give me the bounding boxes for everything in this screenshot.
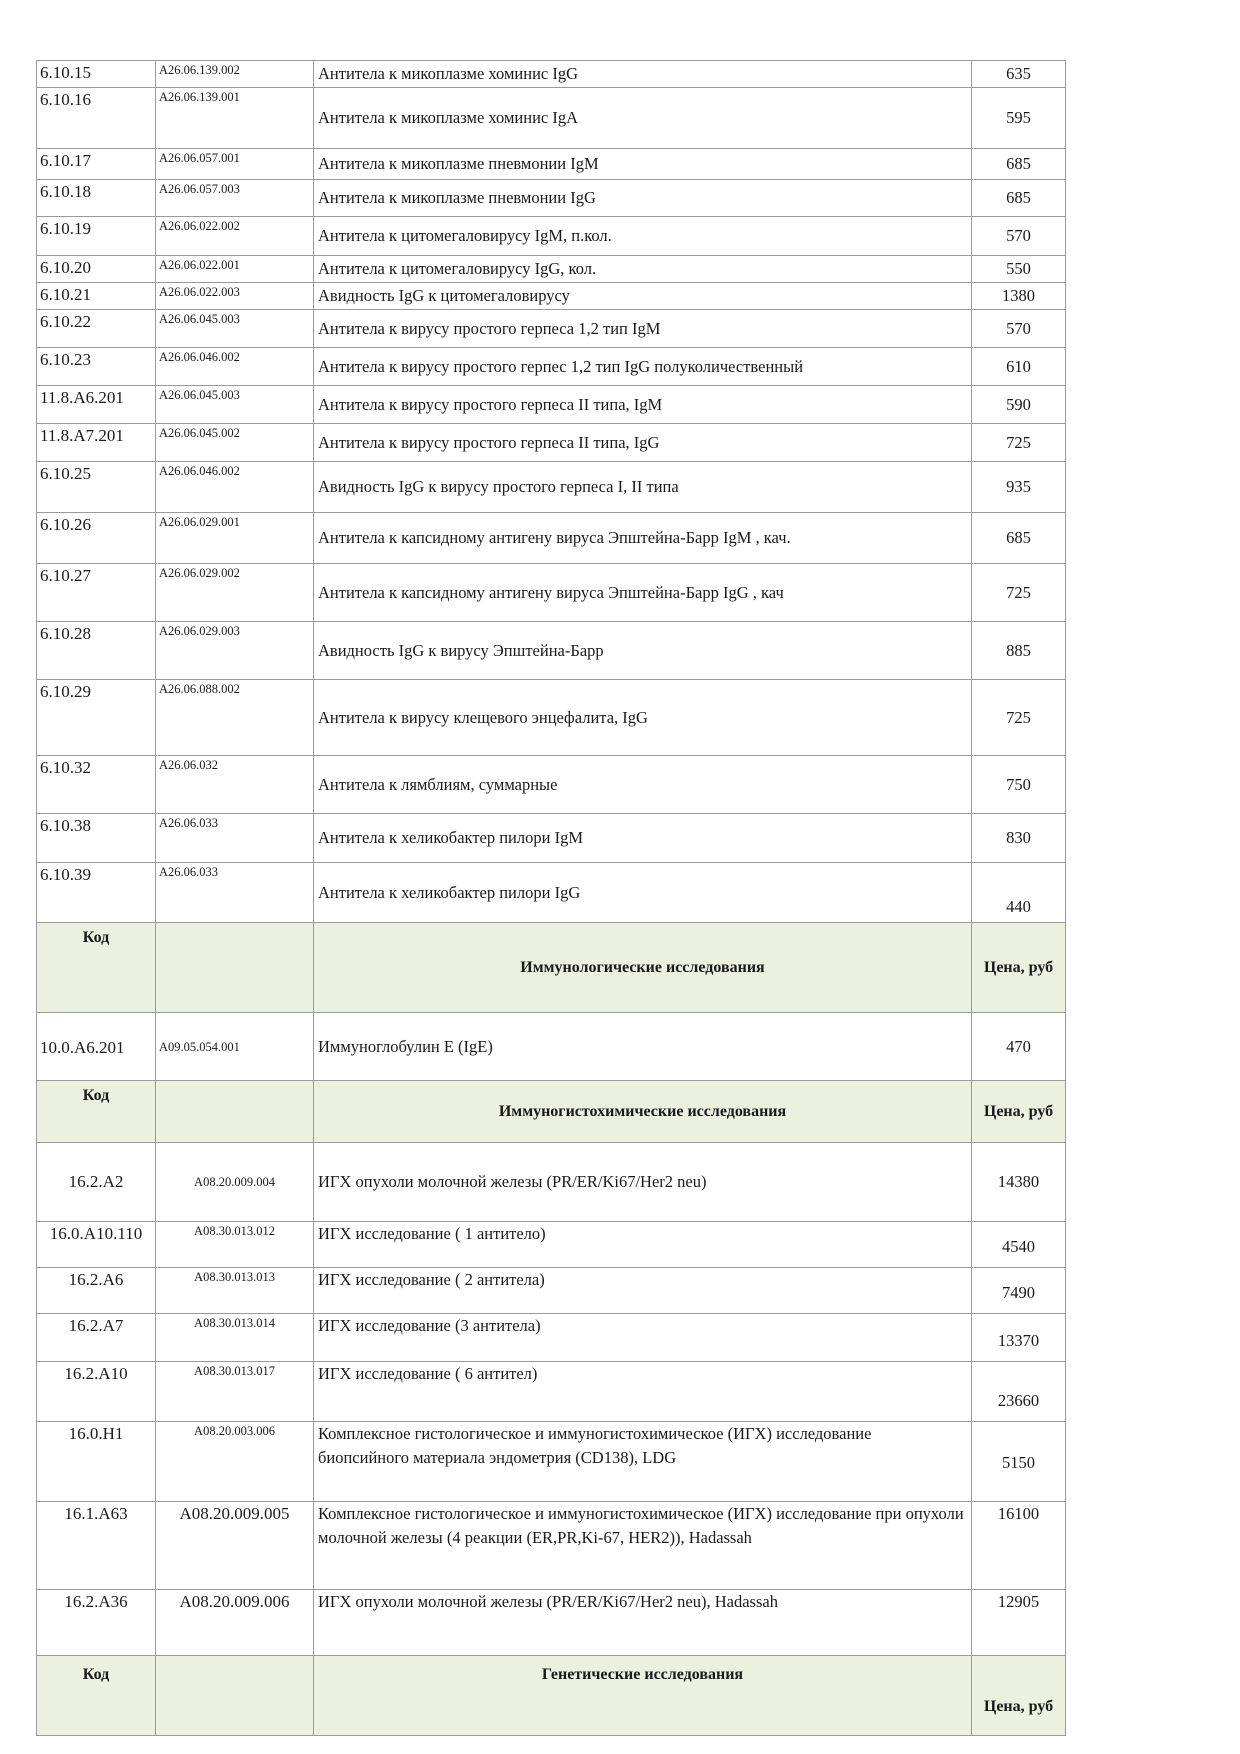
service-name: Антитела к капсидному антигену вируса Эпштейна-Барр IgG , кач [314, 564, 972, 622]
service-code: 16.0.H1 [37, 1422, 156, 1502]
table-row [37, 1013, 1066, 1081]
service-code: 6.10.19 [37, 217, 156, 256]
service-price: 7490 [972, 1268, 1066, 1314]
column-price-label: Цена, руб [972, 923, 1066, 1013]
nomenclature-code: A26.06.029.001 [156, 513, 314, 564]
column-price-label: Цена, руб [972, 1656, 1066, 1736]
table-row [37, 622, 1066, 680]
service-code: 6.10.21 [37, 283, 156, 310]
nomenclature-code: A08.30.013.013 [156, 1268, 314, 1314]
service-price: 935 [972, 462, 1066, 513]
table-row [37, 680, 1066, 756]
nomenclature-code: A26.06.045.003 [156, 310, 314, 348]
table-row [37, 863, 1066, 923]
service-code: 6.10.18 [37, 180, 156, 217]
nomenclature-code: A26.06.057.001 [156, 149, 314, 180]
service-code: 6.10.32 [37, 756, 156, 814]
nomenclature-code: A26.06.139.001 [156, 88, 314, 149]
service-price: 440 [972, 863, 1066, 923]
nomenclature-code: A26.06.029.002 [156, 564, 314, 622]
nomenclature-code: A09.05.054.001 [156, 1013, 314, 1081]
table-row [37, 513, 1066, 564]
header-blank-cell [156, 1081, 314, 1143]
nomenclature-code: A26.06.033 [156, 814, 314, 863]
service-name: Комплексное гистологическое и иммуногистохимическое (ИГХ) исследование биопсийного материала эндометрия (CD138), LDG [314, 1422, 972, 1502]
table-row [37, 814, 1066, 863]
service-name: Антитела к лямблиям, суммарные [314, 756, 972, 814]
nomenclature-code: A26.06.022.001 [156, 256, 314, 283]
table-row [37, 88, 1066, 149]
service-code: 6.10.23 [37, 348, 156, 386]
nomenclature-code: A26.06.045.002 [156, 424, 314, 462]
service-price: 14380 [972, 1143, 1066, 1222]
service-code: 11.8.A6.201 [37, 386, 156, 424]
service-price: 725 [972, 564, 1066, 622]
column-code-label: Код [37, 923, 156, 1013]
table-row [37, 462, 1066, 513]
service-price: 550 [972, 256, 1066, 283]
service-name: Авидность IgG к вирусу простого герпеса I, II типа [314, 462, 972, 513]
service-code: 16.2.A6 [37, 1268, 156, 1314]
nomenclature-code: A08.20.009.006 [156, 1590, 314, 1656]
nomenclature-code: A08.30.013.012 [156, 1222, 314, 1268]
table-row [37, 180, 1066, 217]
service-code: 6.10.28 [37, 622, 156, 680]
nomenclature-code: A26.06.033 [156, 863, 314, 923]
nomenclature-code: A26.06.045.003 [156, 386, 314, 424]
service-code: 6.10.15 [37, 61, 156, 88]
nomenclature-code: A26.06.057.003 [156, 180, 314, 217]
service-price: 23660 [972, 1362, 1066, 1422]
service-code: 6.10.20 [37, 256, 156, 283]
service-name: Антитела к вирусу простого герпеса 1,2 тип IgM [314, 310, 972, 348]
table-row [37, 348, 1066, 386]
service-name: Авидность IgG к цитомегаловирусу [314, 283, 972, 310]
nomenclature-code: A26.06.022.002 [156, 217, 314, 256]
service-code: 6.10.22 [37, 310, 156, 348]
table-row [37, 756, 1066, 814]
table-row [37, 1502, 1066, 1590]
service-name: Антитела к вирусу простого герпеса II типа, IgM [314, 386, 972, 424]
service-name: ИГХ исследование ( 6 антител) [314, 1362, 972, 1422]
section-header-immunology [37, 923, 1066, 1013]
table-row [37, 424, 1066, 462]
table-row [37, 283, 1066, 310]
service-price: 725 [972, 680, 1066, 756]
table-row [37, 1362, 1066, 1422]
section-header-immunohistochemistry [37, 1081, 1066, 1143]
service-price: 750 [972, 756, 1066, 814]
nomenclature-code: A08.20.003.006 [156, 1422, 314, 1502]
service-code: 16.0.A10.110 [37, 1222, 156, 1268]
service-code: 6.10.38 [37, 814, 156, 863]
service-price: 610 [972, 348, 1066, 386]
nomenclature-code: A26.06.022.003 [156, 283, 314, 310]
section-title: Иммунологические исследования [314, 923, 972, 1013]
service-price: 595 [972, 88, 1066, 149]
service-name: Комплексное гистологическое и иммуногистохимическое (ИГХ) исследование при опухоли молочной железы (4 реакции (ER,PR,Ki-67, HER2)), Hadassah [314, 1502, 972, 1590]
service-code: 16.2.A36 [37, 1590, 156, 1656]
nomenclature-code: A26.06.088.002 [156, 680, 314, 756]
nomenclature-code: A26.06.139.002 [156, 61, 314, 88]
service-name: Антитела к микоплазме хоминис IgA [314, 88, 972, 149]
table-row [37, 217, 1066, 256]
service-name: Антитела к цитомегаловирусу IgG, кол. [314, 256, 972, 283]
table-row [37, 310, 1066, 348]
service-name: ИГХ исследование ( 2 антитела) [314, 1268, 972, 1314]
service-name: Антитела к вирусу простого герпес 1,2 тип IgG полуколичественный [314, 348, 972, 386]
section-header-genetic [37, 1656, 1066, 1736]
nomenclature-code: A26.06.046.002 [156, 462, 314, 513]
service-price: 570 [972, 310, 1066, 348]
service-code: 16.2.A7 [37, 1314, 156, 1362]
service-name: Антитела к микоплазме пневмонии IgM [314, 149, 972, 180]
service-name: ИГХ опухоли молочной железы (PR/ER/Ki67/Her2 neu) [314, 1143, 972, 1222]
nomenclature-code: A08.30.013.017 [156, 1362, 314, 1422]
service-code: 11.8.A7.201 [37, 424, 156, 462]
service-code: 16.1.A63 [37, 1502, 156, 1590]
table-row [37, 1314, 1066, 1362]
service-code: 6.10.27 [37, 564, 156, 622]
service-name: Антитела к вирусу простого герпеса II типа, IgG [314, 424, 972, 462]
service-code: 16.2.A10 [37, 1362, 156, 1422]
table-row [37, 1143, 1066, 1222]
service-price: 685 [972, 513, 1066, 564]
service-price: 13370 [972, 1314, 1066, 1362]
table-row [37, 386, 1066, 424]
service-price: 16100 [972, 1502, 1066, 1590]
service-code: 6.10.29 [37, 680, 156, 756]
section-title: Иммуногистохимические исследования [314, 1081, 972, 1143]
price-table [36, 60, 1066, 1736]
service-price: 590 [972, 386, 1066, 424]
service-code: 10.0.A6.201 [37, 1013, 156, 1081]
service-code: 6.10.39 [37, 863, 156, 923]
service-name: Антитела к хеликобактер пилори IgM [314, 814, 972, 863]
nomenclature-code: A26.06.029.003 [156, 622, 314, 680]
service-price: 885 [972, 622, 1066, 680]
service-price: 12905 [972, 1590, 1066, 1656]
service-code: 6.10.26 [37, 513, 156, 564]
table-row [37, 256, 1066, 283]
service-name: ИГХ опухоли молочной железы (PR/ER/Ki67/Her2 neu), Hadassah [314, 1590, 972, 1656]
service-price: 725 [972, 424, 1066, 462]
column-code-label: Код [37, 1081, 156, 1143]
nomenclature-code: A26.06.032 [156, 756, 314, 814]
service-code: 6.10.17 [37, 149, 156, 180]
service-name: Антитела к вирусу клещевого энцефалита, IgG [314, 680, 972, 756]
service-code: 6.10.25 [37, 462, 156, 513]
table-row [37, 1422, 1066, 1502]
nomenclature-code: A26.06.046.002 [156, 348, 314, 386]
service-name: Антитела к хеликобактер пилори IgG [314, 863, 972, 923]
service-code: 16.2.A2 [37, 1143, 156, 1222]
service-price: 635 [972, 61, 1066, 88]
column-code-label: Код [37, 1656, 156, 1736]
service-code: 6.10.16 [37, 88, 156, 149]
service-name: Антитела к микоплазме хоминис IgG [314, 61, 972, 88]
service-name: ИГХ исследование (3 антитела) [314, 1314, 972, 1362]
service-name: Антитела к микоплазме пневмонии IgG [314, 180, 972, 217]
table-row [37, 61, 1066, 88]
service-price: 685 [972, 149, 1066, 180]
table-row [37, 149, 1066, 180]
service-price: 470 [972, 1013, 1066, 1081]
nomenclature-code: A08.20.009.005 [156, 1502, 314, 1590]
service-price: 830 [972, 814, 1066, 863]
service-name: Антитела к цитомегаловирусу IgM, п.кол. [314, 217, 972, 256]
nomenclature-code: A08.20.009.004 [156, 1143, 314, 1222]
service-name: Авидность IgG к вирусу Эпштейна-Барр [314, 622, 972, 680]
service-price: 4540 [972, 1222, 1066, 1268]
column-price-label: Цена, руб [972, 1081, 1066, 1143]
table-row [37, 1590, 1066, 1656]
header-blank-cell [156, 1656, 314, 1736]
service-name: ИГХ исследование ( 1 антитело) [314, 1222, 972, 1268]
table-row [37, 1222, 1066, 1268]
service-price: 5150 [972, 1422, 1066, 1502]
service-price: 685 [972, 180, 1066, 217]
service-price: 1380 [972, 283, 1066, 310]
nomenclature-code: A08.30.013.014 [156, 1314, 314, 1362]
service-price: 570 [972, 217, 1066, 256]
section-title: Генетические исследования [314, 1656, 972, 1736]
service-name: Антитела к капсидному антигену вируса Эпштейна-Барр IgM , кач. [314, 513, 972, 564]
service-name: Иммуноглобулин E (IgE) [314, 1013, 972, 1081]
header-blank-cell [156, 923, 314, 1013]
table-row [37, 1268, 1066, 1314]
table-row [37, 564, 1066, 622]
